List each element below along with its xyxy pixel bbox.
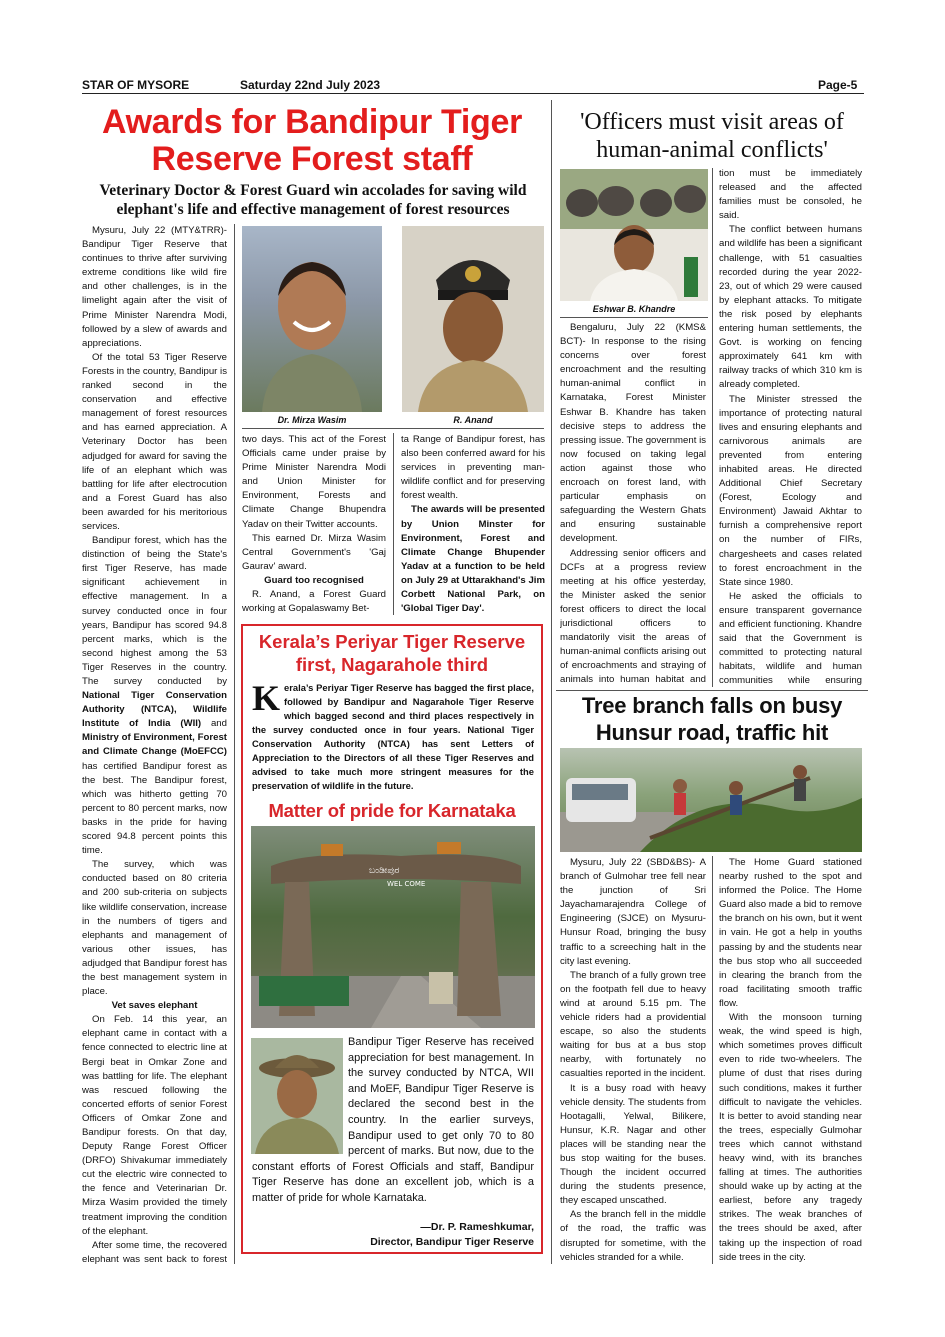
tree-para: With the monsoon turning weak, the wind speed is high, which sometimes proves difficult even to ride two-wheelers. The plume of dust that rises during such conditions, makes it further difficult to navigate the vehicles. It is better to avoid standing near the trees, especially Gulmohar trees which cannot withstand heavy wind, with its branches falling at times. The authorities should wake up by acting at the earliest, before any tragedy strikes. The weak branches of the trees should be axed, after taking up the inspection of road side trees in the city. bbox=[719, 1012, 862, 1263]
awards-headline-line1: Awards for Bandipur Tiger bbox=[101, 103, 523, 141]
column-rule bbox=[393, 433, 394, 615]
photo-mirza-wasim bbox=[242, 226, 382, 412]
awards-text bbox=[177, 704, 193, 715]
byline-title: Director, Bandipur Tiger Reserve bbox=[370, 1236, 534, 1248]
officers-headline bbox=[556, 108, 868, 164]
gate-sign-text: ಬಂಡೀಪುರ bbox=[369, 866, 400, 876]
awards-para: Of the total 53 Tiger Reserve Forests in the country, Bandipur is ranked second in the conservation and effective management of forest resources and has earned appreciation. A Veterinary Doctor has been adjudged for award for saving the life of an elephant which was battling for life after electrocution and a Forest Guard has also been awarded for his meritorious services. bbox=[82, 351, 227, 532]
officers-para: The conflict between humans and wildlife has been a significant challenge, with 51 casualties recorded during the year 2022-23, out of which 29 were caused by elephant attacks. To mitigate the risk posed by elephants entering human settlements, the Govt. is working on fencing approximately 641 km with railway tracks of which 310 km is already completed. bbox=[719, 224, 862, 391]
photo-bandipur-gate bbox=[251, 826, 535, 1028]
column-rule bbox=[712, 856, 713, 1264]
awards-deck-line2: elephant's life and effective management of forest resources bbox=[116, 201, 510, 218]
tree-illustration bbox=[560, 748, 862, 852]
pride-byline bbox=[252, 1220, 534, 1250]
tree-para: The branch of a fully grown tree on the footpath fell due to heavy wind at around 5.15 pm. The vehicle riders had a providential escape, so also the students waiting for bus at a bus stop nearby, with fortunately no casualties reported in the incident. bbox=[560, 969, 706, 1080]
awards-headline bbox=[72, 104, 552, 178]
kerala-dropcap: K bbox=[252, 681, 281, 718]
awards-para: This earned Dr. Mirza Wasim Central Government's 'Gaj Gaurav' award. bbox=[242, 532, 386, 572]
section-rule bbox=[556, 690, 868, 691]
caption-mirza-wasim: Dr. Mirza Wasim bbox=[277, 415, 347, 425]
pride-title: Matter of pride for Karnataka bbox=[268, 800, 516, 821]
awards-subhead: Guard too recognised bbox=[264, 574, 364, 586]
portrait-illustration bbox=[402, 226, 544, 412]
gate-illustration bbox=[251, 826, 535, 1028]
officers-para: Bengaluru, July 22 (KMS& BCT)- In response to the rising concerns over forest encroachment and the resulting human-animal conflict in Karnataka, Forest Minister Eshwar B. Khandre has taken decisive steps to address the pressing issue. The government is now focused on taking legal action against those who encroach on forest land, with particular emphasis on safeguarding the Western Ghats and ensuring sustainable development. bbox=[560, 322, 706, 545]
awards-column-2 bbox=[242, 433, 386, 619]
caption-khandre: Eshwar B. Khandre bbox=[592, 304, 676, 314]
tree-para: Mysuru, July 22 (SBD&BS)- A branch of Gulmohar tree fell near the junction of Sri Jayachamarajendra College of Engineering (SJCE) on Mysuru-Hunsur Road, bringing the busy traffic to a screeching halt in the city last evening. bbox=[560, 857, 706, 967]
caption-rule bbox=[560, 317, 708, 318]
officers-column-2 bbox=[719, 167, 862, 687]
issue-date: Saturday 22nd July 2023 bbox=[240, 78, 381, 92]
awards-headline-line2: Reserve Forest staff bbox=[151, 140, 473, 178]
kerala-title bbox=[244, 630, 540, 676]
tree-column-2 bbox=[719, 856, 862, 1266]
section-rule bbox=[551, 100, 552, 1264]
caption-rule bbox=[242, 428, 544, 429]
byline-name: —Dr. P. Rameshkumar, bbox=[420, 1221, 534, 1233]
kerala-body-text: erala’s Periyar Tiger Reserve has bagged the first place, followed by Bandipur and Nagarahole Tiger Reserve which bagged second and third places respectively in the survey conducted once in four years. National Tiger Conservation Authority (NTCA) has sent Letters of Appreciation to the Directors of all these Tiger Reserves and advised to take much more stringent measures for the preservation of wildlife in the future. bbox=[252, 682, 534, 791]
tree-para: The Home Guard stationed nearby rushed to the spot and informed the Police. The Home Guard also made a bid to remove the branch on his own, but it went in vain. He got a help in youths passing by and the students near the bus stop who all succeeded in clearing the branch from the road facilitating smooth traffic flow. bbox=[719, 857, 862, 1009]
column-rule bbox=[234, 224, 235, 1264]
tree-column-1 bbox=[560, 856, 706, 1266]
photo-tree-branch bbox=[560, 748, 862, 852]
awards-column-1 bbox=[82, 224, 227, 1264]
photo-spacer bbox=[252, 1035, 348, 1157]
officers-para: tion must be immediately released and the affected families must be consoled, he said. bbox=[719, 168, 862, 222]
awards-para-bold: The awards will be presented by Union Minster for Environment, Forest and Climate Change Bhupender Yadav at a function to be held on July 29 at Uttarakhand's Jim Corbett National Park, on 'Global Tiger Day'. bbox=[401, 504, 545, 615]
gate-welcome-text: WEL COME bbox=[387, 880, 426, 888]
caption-r-anand: R. Anand bbox=[453, 415, 493, 425]
awards-bold-text: National Tiger Conservation Authority (NTCA), bbox=[82, 690, 227, 716]
awards-para: Mysuru, July 22 (MTY&TRR)- Bandipur Tiger Reserve that continues to thrive after surviving extreme conditions like wild fire and other challenges, is in the limelight again after the visit of Prime Minister Narendra Modi, followed by a slew of awards and appreciations. bbox=[82, 225, 227, 349]
officers-headline-line1: 'Officers must visit areas of bbox=[580, 109, 844, 135]
awards-deck-line1: Veterinary Doctor & Forest Guard win accolades for saving wild bbox=[99, 182, 527, 199]
awards-para: The survey, which was conducted based on 80 criteria and 200 sub-criteria on subjects like wildlife conservation, increase in the numbers of tigers and elephants and management of various other issues, has adjudged that Bandipur forest has the best management system in place. bbox=[82, 859, 227, 998]
awards-para: two days. This act of the Forest Officials came under praise by Prime Minister Narendra Modi and Union Minister for Environment, Forests and Climate Change Bhupendra Yadav on their Twitter accounts. bbox=[242, 434, 386, 530]
officers-para: Addressing senior officers and DCFs at a progress review meeting at his office yesterday, the Minister asked the senior forest officers to direct the local jurisdictional officers to mandatorily visit the areas of human-animal conflicts arising out of encroachments and straying of animals into human habitat and bbox=[560, 547, 706, 686]
awards-text: and bbox=[201, 718, 227, 730]
kerala-body bbox=[252, 681, 534, 797]
tree-headline-line2: Hunsur road, traffic hit bbox=[595, 720, 829, 745]
tree-para: It is a busy road with heavy vehicle density. The students from Hootagalli, Yelwal, Bilikere, Hunsur, K.R. Nagar and other places will be standing near the bus stop waiting for the buses. Though the incident occurred during the students presence, they escaped unscathed. bbox=[560, 1082, 706, 1207]
photo-khandre bbox=[560, 169, 708, 301]
awards-column-3 bbox=[401, 433, 545, 619]
minister-illustration bbox=[560, 169, 708, 301]
awards-subhead: Vet saves elephant bbox=[111, 1000, 198, 1012]
awards-para: After some time, the recovered elephant was sent back to forest bbox=[82, 1239, 227, 1264]
tree-headline bbox=[556, 692, 868, 746]
awards-para bbox=[82, 534, 227, 858]
pride-quote bbox=[252, 1035, 534, 1221]
page-number: Page-5 bbox=[818, 78, 858, 92]
awards-para: ta Range of Bandipur forest, has also been conferred award for his services in preventing man-wildlife conflict and for preserving forest wealth. bbox=[401, 434, 545, 502]
awards-text: has certified Bandipur forest as the best. The Bandipur forest, which was hitherto getting 70 percent to 80 percent marks, now basks in the pride for having scored 94.8 percent points this time. bbox=[82, 760, 227, 857]
awards-deck bbox=[76, 181, 550, 219]
photo-r-anand bbox=[402, 226, 544, 412]
officers-para: The Minister stressed the importance of protecting natural lives and ensuring elephants and carnivorous animals are prevented from entering inhabited areas. He directed Additional Chief Secretary (Forest, Ecology and Environment) Jawaid Akhtar to furnish a comprehensive report on the number of FIRs, chargesheets and cases related to forest encroachment in the State since 1980. bbox=[719, 393, 862, 588]
officers-para: He asked the officials to ensure transparent governance and efficient functioning. Khandre said that the Government is committed to protecting natural habitats, wildlife and human communities while ensuring bbox=[719, 590, 862, 687]
tree-para: As the branch fell in the middle of the road, the traffic was disrupted for sometime, with the vehicles stranded for a while. bbox=[560, 1209, 706, 1263]
header-rule bbox=[82, 93, 864, 94]
pride-quote-text: Bandipur Tiger Reserve has received appreciation for best management. In the survey conducted by NTCA, WII and MoEF, Bandipur Tiger Reserve is declared the second best in the country. In the earlier surveys, Bandipur used to get only 70 to 80 percent of marks. But now, due to the constant efforts of Forest Officials and staff, Bandipur Tiger Reserve has done an excellent job, which is a matter of pride for whole Karnataka. bbox=[252, 1036, 534, 1204]
officers-column-1 bbox=[560, 321, 706, 687]
paper-name: STAR OF MYSORE bbox=[82, 78, 190, 92]
awards-para: R. Anand, a Forest Guard working at Gopalaswamy Bet- bbox=[242, 589, 386, 615]
officers-headline-line2: human-animal conflicts' bbox=[596, 137, 828, 163]
awards-para: On Feb. 14 this year, an elephant came in contact with a fence connected to electric line at Bergi beat in Omkar Zone and was battling for life. The elephant was rescued following the concerted efforts of senior Forest Officers of Omkar Zone and Bandipur forests. On that day, Deputy Range Forest Officer (DRFO) Shivakumar immediately cut the electric wire connected to the fence and Veterinarian Dr. Mirza Wasim provided the timely treatment improving the condition of the elephant. bbox=[82, 1014, 227, 1237]
portrait-illustration bbox=[242, 226, 382, 412]
awards-bold-text: Ministry of Environment, Forest and Climate Change (MoEFCC) bbox=[82, 732, 227, 758]
column-rule bbox=[712, 168, 713, 687]
kerala-title-line1: Kerala’s Periyar Tiger Reserve bbox=[258, 631, 526, 652]
kerala-title-line2: first, Nagarahole third bbox=[295, 654, 489, 675]
tree-headline-line1: Tree branch falls on busy bbox=[581, 693, 843, 718]
awards-text: Bandipur forest, which has the distinction of being the State's first Tiger Reserve, has made significant achievement in effective management. In a survey conducted once in four years, Bandipur has scored 94.8 percent marks, which is the second highest among the 53 Tiger Reserves in the country. The survey conducted by bbox=[82, 535, 227, 687]
awards-bold-text: Wildlife Institute of India (WII) bbox=[82, 704, 227, 730]
